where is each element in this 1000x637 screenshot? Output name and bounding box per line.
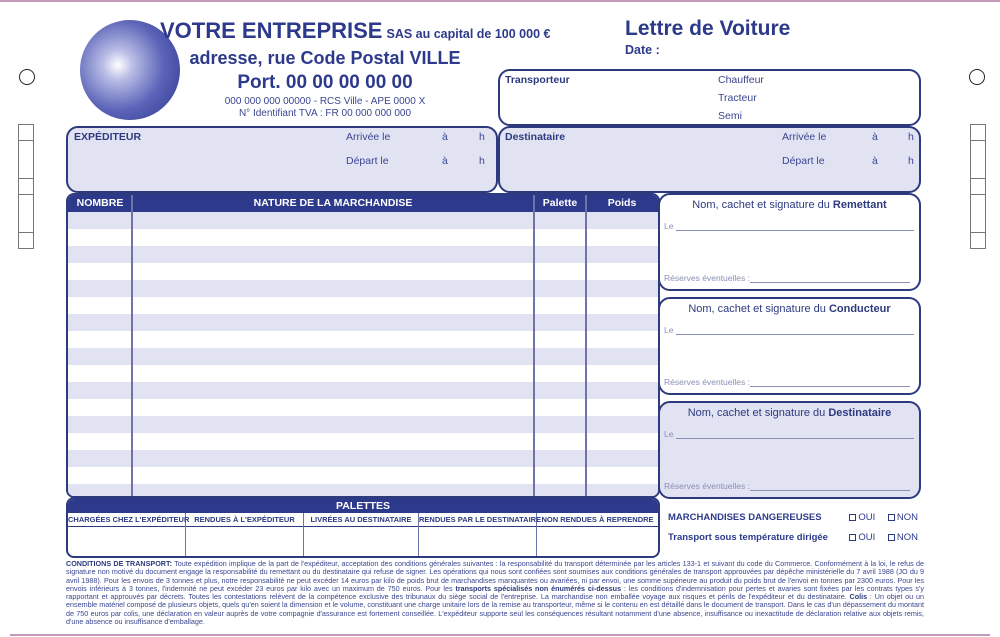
destinataire-arrival-label: Arrivée le [782,131,827,143]
table-row[interactable] [68,433,658,450]
document-title: Lettre de Voiture [625,17,791,40]
company-address: adresse, rue Code Postal VILLE [189,48,461,68]
dangerous-no-checkbox[interactable]: NON [888,512,918,523]
palettes-col-non-rendues[interactable]: NON RENDUES À REPRENDRE [541,515,654,524]
page-bottom-border [10,634,990,636]
table-row[interactable] [68,467,658,484]
palettes-col-rendues-expediteur[interactable]: RENDUES À L'EXPÉDITEUR [186,513,304,558]
destinataire-arrival-h: h [908,131,914,143]
table-row[interactable] [68,416,658,433]
company-heading [160,18,550,44]
table-row[interactable] [68,280,658,297]
signature-role: Destinataire [828,407,892,419]
header-nature: NATURE DE LA MARCHANDISE [253,197,413,209]
signature-date-line[interactable]: Le [664,325,914,335]
table-row[interactable] [68,484,658,498]
signature-box-destinataire[interactable] [658,401,921,499]
expediteur-label: EXPÉDITEUR [74,131,142,143]
table-row[interactable] [68,212,658,229]
signature-role: Remettant [832,199,887,211]
table-row[interactable] [68,263,658,280]
signature-title: Nom, cachet et signature du Remettant [692,199,887,211]
tracteur-field[interactable]: Tracteur [718,92,757,104]
page-top-border [0,0,1000,2]
semi-field[interactable]: Semi [718,110,742,122]
goods-table-header [68,195,658,212]
perforation-tabs-left [18,124,34,249]
palettes-table [66,497,660,558]
destinataire-label: Destinataire [505,131,566,143]
table-row[interactable] [68,314,658,331]
company-registration: 000 000 000 00000 - RCS Ville - APE 0000 X [224,96,426,107]
column-divider [585,195,587,496]
expediteur-arrival-label: Arrivée le [346,131,391,143]
signature-reserves-line[interactable]: Réserves éventuelles : [664,273,910,283]
signature-box-conducteur[interactable] [658,297,921,395]
goods-table [66,193,660,498]
perforation-tabs-right [970,124,986,249]
transporteur-box[interactable] [498,69,921,126]
goods-table-body [68,212,658,498]
palettes-col-livrees[interactable]: LIVRÉES AU DESTINATAIRE [304,513,419,558]
transport-conditions: CONDITIONS DE TRANSPORT: Toute expédition implique de la part de l'expéditeur, acceptation des conditions générales suivantes : la responsabilité du transport déterminée par les articles 133-1 et suivant du code du Commerce. Conformément à la loi, le refus de signature non motivé du document engage la responsabilité du remettant ou du destinataire qui refuse de signer. Les opérations qui nous sont confiées sont soumises aux conditions générales de transport approuvées par dépêche ministérielle du 7 avril 1988 (JO du 9 avril 1988). Pour les envois de 3 tonnes et plus, notre responsabilité ne peut excéder 14 euros par kilo de poids brut de marchandises manquantes ou avariées, ni par envoi, une somme supérieure au produit du poids brut de l'envoi en tonnes par 2300 euros. Pour les envois inférieurs à 3 tonnes, l'indemnité ne peut excéder 23 euros par kilo avec un maximum de 750 euros. Pour les transports spécialisés non énumérés ci-dessus : les conditions d'indemnisation pour pertes et avaries sont fixées par les contrats types s'y rapportant et approuvés par décrets. Toutes les contestations relèvent de la compétence exclusive des tribunaux du siège social de l'entreprise. La marchandise non emballée voyage aux risques et périls de l'expéditeur et du destinataire. Colis : Un objet ou un ensemble matériel composé de plusieurs objets, quels qu'en soient la dimension et le volume, constituant une charge unitaire lors de la remise au transporteur, même si le contenu en est détaillé dans le document de transport. Dans le cas d'un dépassement du montant de 750 euros par colis, une déclaration en valeur auprès de votre compagnie d'assurance est fortement conseillée. L'expéditeur supporte seul les conséquences résultant notamment d'une absence, insuffisance ou inexactitude de déclaration relative aux objets remis, d'une absence ou insuffisance d'emballage. [66,559,924,627]
chauffeur-field[interactable]: Chauffeur [718,74,764,86]
expediteur-departure-label: Départ le [346,155,389,167]
signature-role: Conducteur [828,303,891,315]
company-name: VOTRE ENTREPRISE [160,18,383,43]
table-row[interactable] [68,382,658,399]
flags-section [668,512,923,552]
flag-dangerous-goods: MARCHANDISES DANGEREUSES OUI NON [668,512,918,523]
signature-date-line[interactable]: Le [664,429,914,439]
company-phone: Port. 00 00 00 00 00 [237,72,413,93]
column-divider [131,195,133,496]
table-row[interactable] [68,450,658,467]
checkbox-icon [849,514,856,521]
flag-temperature-controlled: Transport sous température dirigée OUI NON [668,532,918,543]
table-row[interactable] [68,297,658,314]
dangerous-yes-checkbox[interactable]: OUI [849,512,875,523]
palettes-col-rendues-destinataire[interactable]: RENDUES PAR LE DESTINATAIRE [419,513,537,558]
signature-date-line[interactable]: Le [664,221,914,231]
checkbox-icon [888,534,895,541]
signature-reserves-line[interactable]: Réserves éventuelles : [664,481,910,491]
header-nombre: NOMBRE [76,197,124,209]
signature-title: Nom, cachet et signature du Destinataire [687,407,892,419]
transporteur-label: Transporteur [505,74,570,86]
expediteur-arrival-a: à [442,131,448,143]
company-vat: N° Identifiant TVA : FR 00 000 000 000 [238,108,412,119]
destinataire-departure-label: Départ le [782,155,825,167]
checkbox-icon [888,514,895,521]
company-registration-block [160,96,490,120]
checkbox-icon [849,534,856,541]
table-row[interactable] [68,331,658,348]
table-row[interactable] [68,365,658,382]
binder-hole-right [969,69,985,85]
temperature-yes-checkbox[interactable]: OUI [849,532,875,543]
signature-title: Nom, cachet et signature du Conducteur [688,303,891,315]
company-capital: SAS au capital de 100 000 € [386,27,551,41]
binder-hole-left [19,69,35,85]
table-row[interactable] [68,229,658,246]
table-row[interactable] [68,399,658,416]
table-row[interactable] [68,246,658,263]
header-poids: Poids [607,197,637,209]
destinataire-departure-a: à [872,155,878,167]
signature-reserves-line[interactable]: Réserves éventuelles : [664,377,910,387]
expediteur-arrival-h: h [479,131,485,143]
expediteur-departure-h: h [479,155,485,167]
destinataire-box[interactable] [498,126,921,193]
palettes-col-chargees[interactable]: CHARGÉES CHEZ L'EXPÉDITEUR [68,513,186,558]
palettes-title: PALETTES [68,499,658,513]
expediteur-departure-a: à [442,155,448,167]
table-row[interactable] [68,348,658,365]
destinataire-departure-h: h [908,155,914,167]
palettes-columns [68,513,658,527]
temperature-no-checkbox[interactable]: NON [888,532,918,543]
expediteur-box[interactable] [66,126,498,193]
header-palette: Palette [542,197,578,209]
signature-box-remettant[interactable] [658,193,921,291]
destinataire-arrival-a: à [872,131,878,143]
column-divider [533,195,535,496]
date-field[interactable]: Date : [625,43,660,57]
